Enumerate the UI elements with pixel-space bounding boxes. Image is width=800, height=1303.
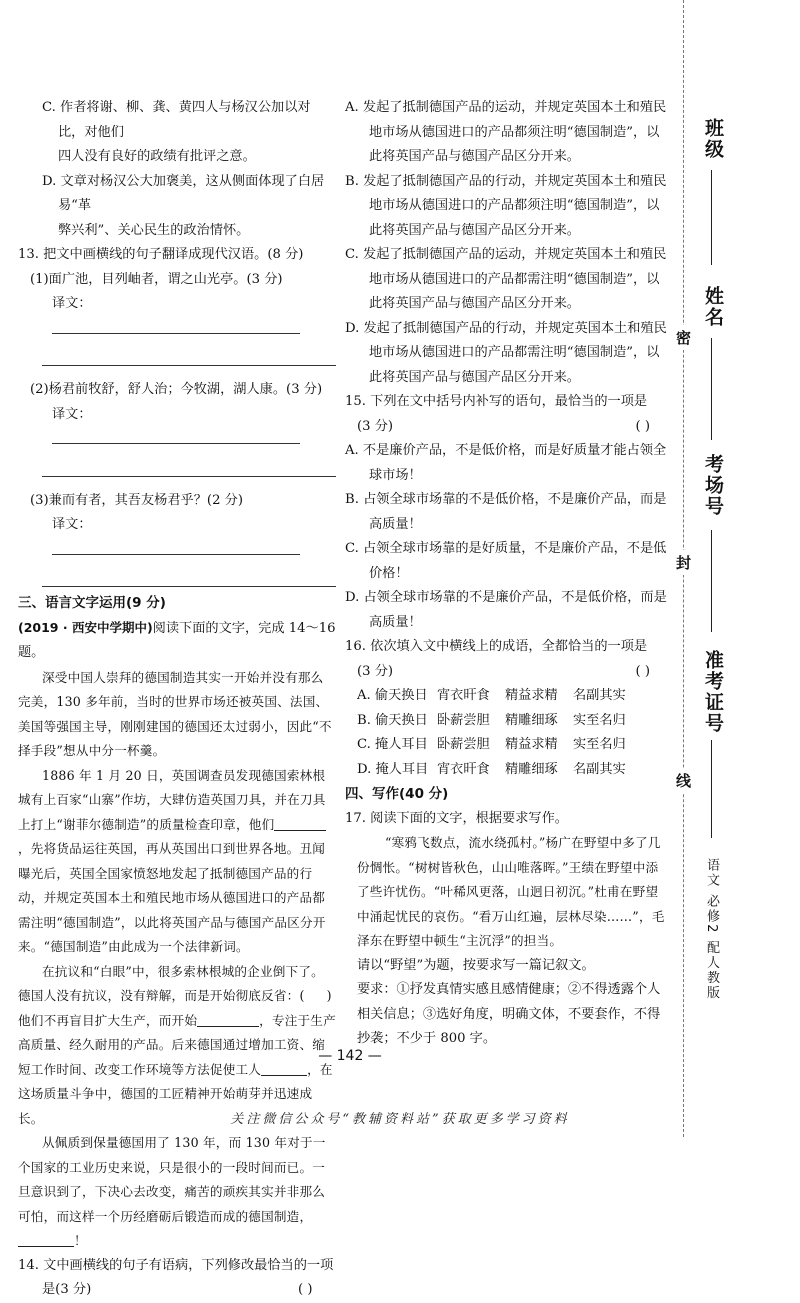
passage-paragraph-2: 1886 年 1 月 20 日，英国调查员发现德国索林根城有上百家“山寨”作坊，大肆仿造英国刀具，并在刀具上打上“谢菲尔德制造”的质量检查印章，他们，先将货品运往英国，再从英国出口到世界各地。丑闻曝光后，英国全国家愤怒地发起了抵制德国产品的行动，并规定英国本土和殖民地市场从德国进口的产品都需注明“德国制造”，以此将英国产品与德国产品区分开来。“德国制造”由此成为一个法律新词。 <box>18 767 326 954</box>
section-4-title: 四、写作(40 分) <box>345 786 449 802</box>
q17-task: 请以“野望”为题，按要求写一篇记叙文。 <box>357 957 595 973</box>
q13-sentence-1: (1)面广池，目列岫者，谓之山光亭。(3 分) <box>30 271 283 287</box>
q15-option-d: D. 占领全球市场靠的不是廉价产品，不是低价格，而是高质量！ <box>345 590 667 630</box>
q16-score: (3 分) ( ) <box>345 660 670 685</box>
q15-option-a: A. 不是廉价产品，不是低价格，而是好质量才能占领全球市场！ <box>345 443 667 483</box>
q16-options <box>345 684 670 782</box>
page-number: — 142 — <box>318 1048 382 1064</box>
q17-material: “寒鸦飞数点，流水绕孤村。”杨广在野望中多了几份惆怅。“树树皆秋色，山山唯落晖。”王绩在野望中添了些许忧伤。“叶稀风更落，山迥日初沉。”杜甫在野望中涌起忧民的哀伤。“看万山红遍，层林尽染……”，毛泽东在野望中顿生“主沉浮”的担当。 <box>357 835 665 948</box>
fill-blank-2[interactable] <box>197 1012 259 1027</box>
q13-sentence-3: (3)兼而有者，其吾友杨君乎？(2 分) <box>30 492 243 508</box>
fill-blank-1[interactable] <box>274 816 326 831</box>
exam-id-label: 准考证号 <box>702 650 724 734</box>
answer-paren[interactable]: ( ) <box>635 663 650 679</box>
q17-requirements: 要求：①抒发真情实感且感情健康；②不得透露个人相关信息；③选好角度，明确文体，不要套作，不得抄袭；不少于 800 字。 <box>357 982 661 1046</box>
q16-option-c: C. 掩人耳目 卧薪尝胆 精益求精 实至名归 <box>357 737 626 752</box>
passage <box>18 666 336 1254</box>
answer-line[interactable] <box>42 452 336 477</box>
answer-line[interactable] <box>42 341 336 366</box>
right-column <box>345 96 670 1052</box>
q15-stem: 15. 下列在文中括号内补写的语句，最恰当的一项是 <box>345 394 648 409</box>
answer-line[interactable] <box>42 562 336 587</box>
passage-source: (2019 · 西安中学期中)阅读下面的文字，完成 14～16 题。 <box>18 619 336 660</box>
q15-option-c: C. 占领全球市场靠的是好质量，不是廉价产品，不是低价格！ <box>345 541 667 581</box>
q16-option-b: B. 偷天换日 卧薪尝胆 精雕细琢 实至名归 <box>357 712 626 728</box>
q12-option-d: D. 文章对杨汉公大加褒美，这从侧面体现了白居易“革 弊兴利”、关心民生的政治情怀。 <box>42 173 325 238</box>
passage-paragraph-3: 在抗议和“白眼”中，很多索林根城的企业倒下了。德国人没有抗议，没有辩解，而是开始彻底反省：( )他们不再盲目扩大生产，而开始 ，专注于生产高质量、经久耐用的产品。后来德国通过增加工资、缩短工作时间、改变工作环境等方法促使工人 ，在这场质量斗争中，德国的工匠精神开始萌芽并迅速成长。 <box>18 963 336 1126</box>
class-fill-line[interactable] <box>711 170 712 265</box>
answer-paren[interactable]: ( ) <box>635 418 650 434</box>
name-label: 姓名 <box>702 286 724 328</box>
q13-sentence-2: (2)杨君前牧舒，舒人治；今牧湖，湖人康。(3 分) <box>30 382 323 397</box>
fill-blank-4[interactable] <box>18 1232 74 1247</box>
q13-answer-2: 译文： <box>18 403 336 452</box>
q17-stem: 17. 阅读下面的文字，根据要求写作。 <box>345 810 568 826</box>
q14-option-b: B. 发起了抵制德国产品的行动，并规定英国本土和殖民地市场从德国进口的产品都须注明“德国制造”，以此将英国产品与德国产品区分开来。 <box>345 173 667 238</box>
seal-mark-mi: 密 <box>676 325 691 350</box>
book-info: 语文 必修2 配人教版 <box>704 858 719 1001</box>
passage-paragraph-1: 深受中国人崇拜的德国制造其实一开始并没有那么完美，130 多年前，当时的世界市场还被英国、法国、美国等强国主导，刚刚建国的德国还太过弱小，因此“不择手段”想从中分一杯羹。 <box>18 669 332 758</box>
section-3-title: 三、语言文字运用(9 分) <box>18 595 166 611</box>
q16-option-d: D. 掩人耳目 宵衣旰食 精雕细琢 名副其实 <box>357 761 626 777</box>
q13-answer-1: 译文： <box>18 292 336 341</box>
q14-option-c: C. 发起了抵制德国产品的运动，并规定英国本土和殖民地市场从德国进口的产品都需注明“德国制造”，以此将英国产品与德国产品区分开来。 <box>345 247 667 311</box>
exam-room-fill-line[interactable] <box>711 530 712 632</box>
exam-id-fill-line[interactable] <box>711 740 712 838</box>
q16-option-a: A. 偷天换日 宵衣旰食 精益求精 名副其实 <box>357 688 626 703</box>
name-fill-line[interactable] <box>711 338 712 440</box>
q15-score: (3 分) ( ) <box>345 415 670 440</box>
q13-answer-3: 译文： <box>18 513 336 562</box>
q16-stem: 16. 依次填入文中横线上的成语，全都恰当的一项是 <box>345 639 648 654</box>
q13-stem: 13. 把文中画横线的句子翻译成现代汉语。(8 分) <box>18 247 304 262</box>
q14-option-d: D. 发起了抵制德国产品的行动，并规定英国本土和殖民地市场从德国进口的产品都需注明“德国制造”，以此将英国产品与德国产品区分开来。 <box>345 320 667 385</box>
exam-room-label: 考场号 <box>702 454 724 517</box>
q12-option-c: C. 作者将谢、柳、龚、黄四人与杨汉公加以对比，对他们 四人没有良好的政绩有批评之意。 <box>42 100 311 164</box>
footer-note: 关注微信公众号“教辅资料站”获取更多学习资料 <box>230 1112 570 1127</box>
q14-stem: 14. 文中画横线的句子有语病，下列修改最恰当的一项是(3 分) ( ) <box>18 1257 334 1297</box>
q14-option-a: A. 发起了抵制德国产品的运动，并规定英国本土和殖民地市场从德国进口的产品都须注明“德国制造”，以此将英国产品与德国产品区分开来。 <box>345 100 667 164</box>
seal-mark-xian: 线 <box>676 768 691 793</box>
q15-option-b: B. 占领全球市场靠的不是低价格，不是廉价产品，而是高质量！ <box>345 492 667 532</box>
class-label: 班级 <box>702 118 724 160</box>
passage-paragraph-4: 从佩质到保量德国用了 130 年，而 130 年对于一个国家的工业历史来说，只是很小的一段时间而已。一旦意识到了，下决心去改变，痛苦的顽疾其实并非那么可怕，而这样一个历经磨砺后锻造而成的德国制造，！ <box>18 1135 326 1248</box>
seal-mark-feng: 封 <box>676 550 691 575</box>
